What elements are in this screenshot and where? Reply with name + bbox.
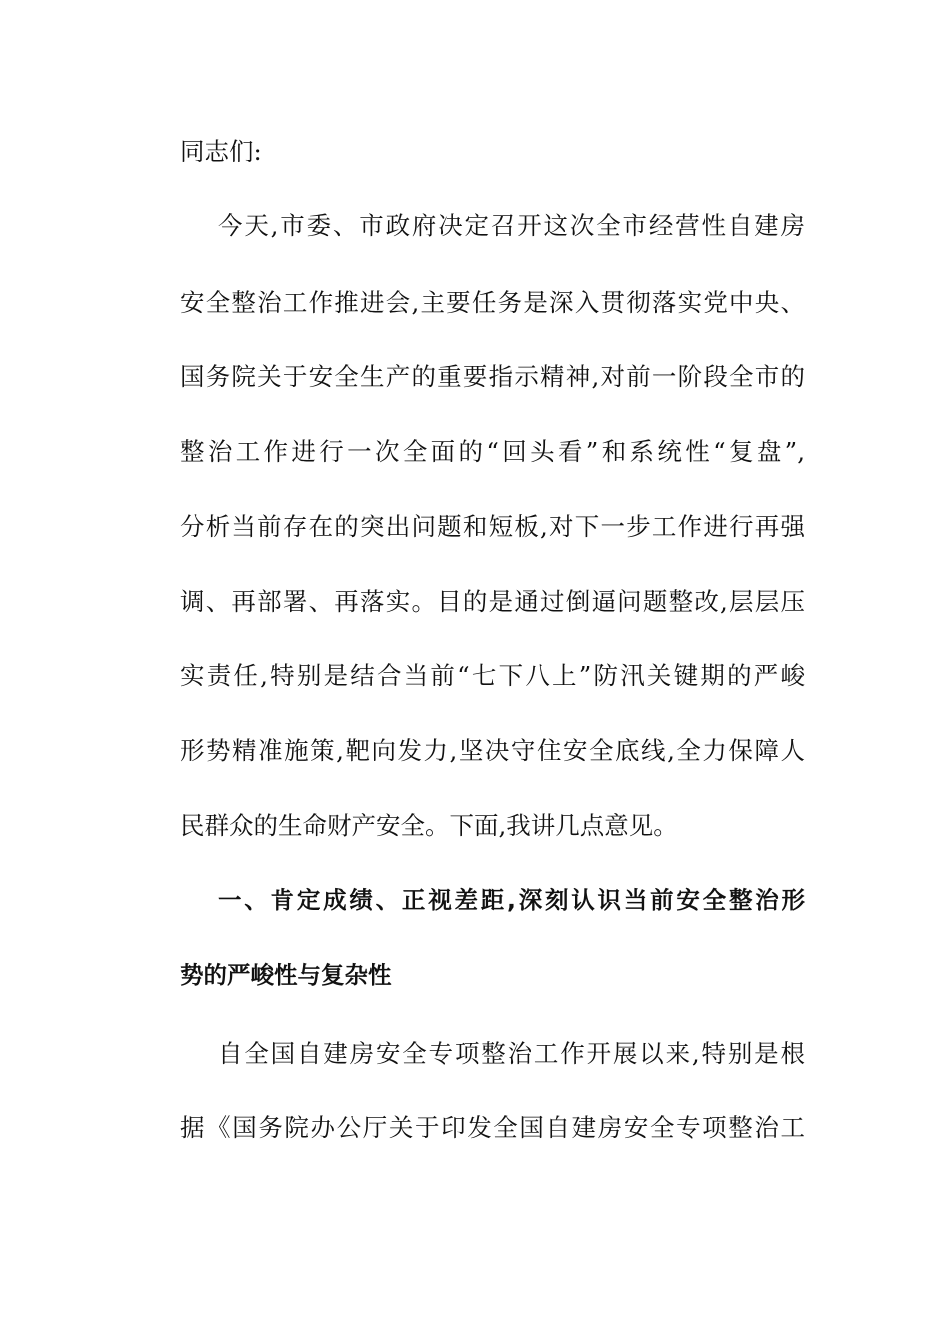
paragraph-1-line-1: 今天,市委、市政府决定召开这次全市经营性自建房 xyxy=(218,211,805,240)
paragraph-1-line-5: 分析当前存在的突出问题和短板,对下一步工作进行再强 xyxy=(180,512,805,541)
paragraph-1-line-8: 形势精准施策,靶向发力,坚决守住安全底线,全力保障人 xyxy=(180,736,805,765)
section-heading-line-1: 一、肯定成绩、正视差距,深刻认识当前安全整治形 xyxy=(218,886,805,914)
salutation: 同志们: xyxy=(180,137,262,166)
paragraph-1-line-6: 调、再部署、再落实。目的是通过倒逼问题整改,层层压 xyxy=(180,587,805,616)
section-heading-line-2: 势的严峻性与复杂性 xyxy=(180,961,392,989)
paragraph-1-line-4: 整治工作进行一次全面的“回头看”和系统性“复盘”, xyxy=(180,437,805,466)
paragraph-1-line-7: 实责任,特别是结合当前“七下八上”防汛关键期的严峻 xyxy=(180,661,805,690)
paragraph-1-line-3: 国务院关于安全生产的重要指示精神,对前一阶段全市的 xyxy=(180,362,805,391)
paragraph-2-line-2: 据《国务院办公厅关于印发全国自建房安全专项整治工 xyxy=(180,1113,805,1142)
paragraph-1-line-2: 安全整治工作推进会,主要任务是深入贯彻落实党中央、 xyxy=(180,288,805,317)
paragraph-1-line-9: 民群众的生命财产安全。下面,我讲几点意见。 xyxy=(180,811,678,840)
paragraph-2-line-1: 自全国自建房安全专项整治工作开展以来,特别是根 xyxy=(218,1039,805,1068)
